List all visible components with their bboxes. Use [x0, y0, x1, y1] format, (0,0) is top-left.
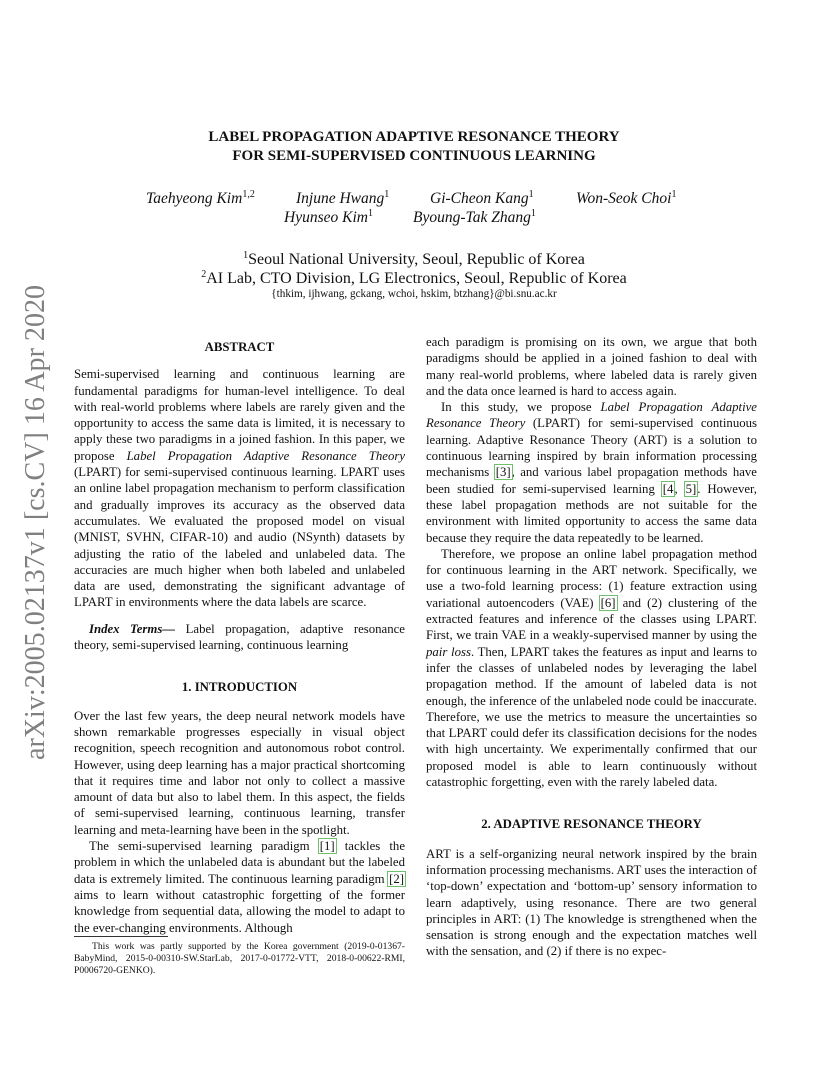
body-paragraph: each paradigm is promising on its own, we argue that both paradigms should be applied in a joined fashion to deal with many real-world problems, where labeled data is rarely given and the data once learned is hard to access again. — [426, 335, 757, 398]
arxiv-id: arXiv:2005.02137v1 [cs.CV] 16 Apr 2020 — [22, 285, 50, 760]
affiliation: $^1$Seoul National University, Seoul, Republic of Korea — [243, 250, 585, 268]
title-line-1: LABEL PROPAGATION ADAPTIVE RESONANCE THEORY — [208, 129, 620, 145]
author: Injune Hwang$^1$ — [296, 189, 390, 207]
affiliation: $^2$AI Lab, CTO Division, LG Electronics, Seoul, Republic of Korea — [201, 269, 627, 287]
right-column — [426, 334, 757, 960]
footnote-rule — [74, 936, 168, 937]
citation-link[interactable]: [2] — [389, 871, 404, 886]
citation-link[interactable]: [4 — [662, 481, 674, 496]
title-line-2: FOR SEMI-SUPERVISED CONTINUOUS LEARNING — [232, 148, 596, 164]
left-column — [74, 339, 405, 936]
footnote: This work was partly supported by the Korea government (2019-0-01367-BabyMind, 2015-0-00310-SW.StarLab, 2017-0-01772-VTT, 2018-0-00622-RMI, P0006720-GENKO). — [74, 941, 405, 976]
arxiv-stamp — [22, 285, 50, 760]
index-terms: Index Terms— Label propagation, adaptive resonance theory, semi-supervised learning, continuous learning — [74, 621, 405, 653]
intro-paragraph: Over the last few years, the deep neural network models have shown remarkable progresses especially in visual object recognition, speech recognition and autonomous robot control. However, using deep learning has a major practical shortcoming that it requires time and labor not only to collect a massive amount of data but also to label them. In this aspect, the fields of semi-supervised learning, continuous learning, transfer learning and meta-learning have been in the spotlight. — [74, 708, 405, 837]
citation-link[interactable]: [3] — [495, 465, 511, 480]
abstract-text: Semi-supervised learning and continuous learning are fundamental paradigms for human-level intelligence. To deal with real-world problems where labels are rarely given and the opportunity to access the same data is limited, it is necessary to apply these two paradigms in a joined fashion. In this paper, we propose Label Propagation Adaptive Resonance Theory (LPART) for semi-supervised continuous learning. LPART uses an online label propagation mechanism to perform classification and gradually improves its accuracy as the observed data accumulates. We evaluated the proposed model on visual (MNIST, SVHN, CIFAR-10) and audio (NSynth) datasets by adjusting the ratio of the labeled and unlabeled data. The accuracies are much higher when both labeled and unlabeled data are used, demonstrating the significant advantage of LPART in environments where the data labels are scarce. — [74, 367, 406, 610]
intro-paragraph: The semi-supervised learning paradigm [1] tackles the problem in which the unlabeled data is abundant but the labeled data is extremely limited. The continuous learning paradigm [2] aims to learn without catastrophic forgetting of the former knowledge from sequential data, allowing the model to adapt to the ever-changing environments. Although — [74, 839, 406, 935]
section-2-heading: 2. ADAPTIVE RESONANCE THEORY — [481, 817, 702, 832]
citation-link[interactable]: [6] — [600, 595, 616, 610]
author: Won-Seok Choi$^1$ — [576, 189, 677, 207]
body-paragraph: In this study, we propose Label Propagation Adaptive Resonance Theory (LPART) for semi-supervised continuous learning. Adaptive Resonance Theory (ART) is a solution to continuous learning inspired by brain information processing mechanisms [3], and various label propagation methods have been studied for semi-supervised learning [4, 5]. However, these label propagation methods are not suitable for the environment with limited opportunity to access the same data because they require the data repeatedly to be learned. — [426, 400, 757, 545]
citation-link[interactable]: [1] — [319, 839, 335, 854]
body-paragraph: ART is a self-organizing neural network inspired by the brain information processing mechanisms. ART uses the interaction of ‘top-down’ expectation and ‘bottom-up’ sensory information to learn adaptively, using resonance. There are two general principles in ART: (1) The knowledge is strengthened when the sensation is strong enough and the expectation matches well with the sensation, and (2) if there is no expec- — [426, 846, 757, 959]
abstract-heading: ABSTRACT — [204, 340, 275, 354]
intro-heading: 1. INTRODUCTION — [181, 680, 298, 695]
paper-title — [0, 128, 828, 166]
author: Taehyeong Kim$^{1,2}$ — [146, 189, 255, 207]
author: Hyunseo Kim$^1$ — [284, 208, 373, 226]
author: Byoung-Tak Zhang$^1$ — [413, 208, 536, 226]
citation-link[interactable]: 5] — [685, 481, 697, 496]
author-emails: {thkim, ijhwang, gckang, wchoi, hskim, btzhang}@bi.snu.ac.kr — [271, 288, 557, 300]
body-paragraph: Therefore, we propose an online label propagation method for continuous learning in the ART network. Specifically, we use a two-fold learning process: (1) feature extraction using variational autoencoders (VAE) [6] and (2) clustering of the extracted features and inference of the classes using LPART. First, we train VAE in a weakly-supervised manner by using the pair loss. Then, LPART takes the features as input and learns to infer the classes of unlabeled nodes by leveraging the label propagation method. If the amount of labeled data is not enough, the inference of the unlabeled node could be inaccurate. Therefore, we use the metrics to measure the uncertainties so that LPART could defer its classification decisions for the nodes with high uncertainty. We experimentally confirmed that our proposed model is able to learn continuously without catastrophic forgetting, even with the rarely labeled data. — [426, 546, 757, 790]
author: Gi-Cheon Kang$^1$ — [430, 189, 534, 207]
